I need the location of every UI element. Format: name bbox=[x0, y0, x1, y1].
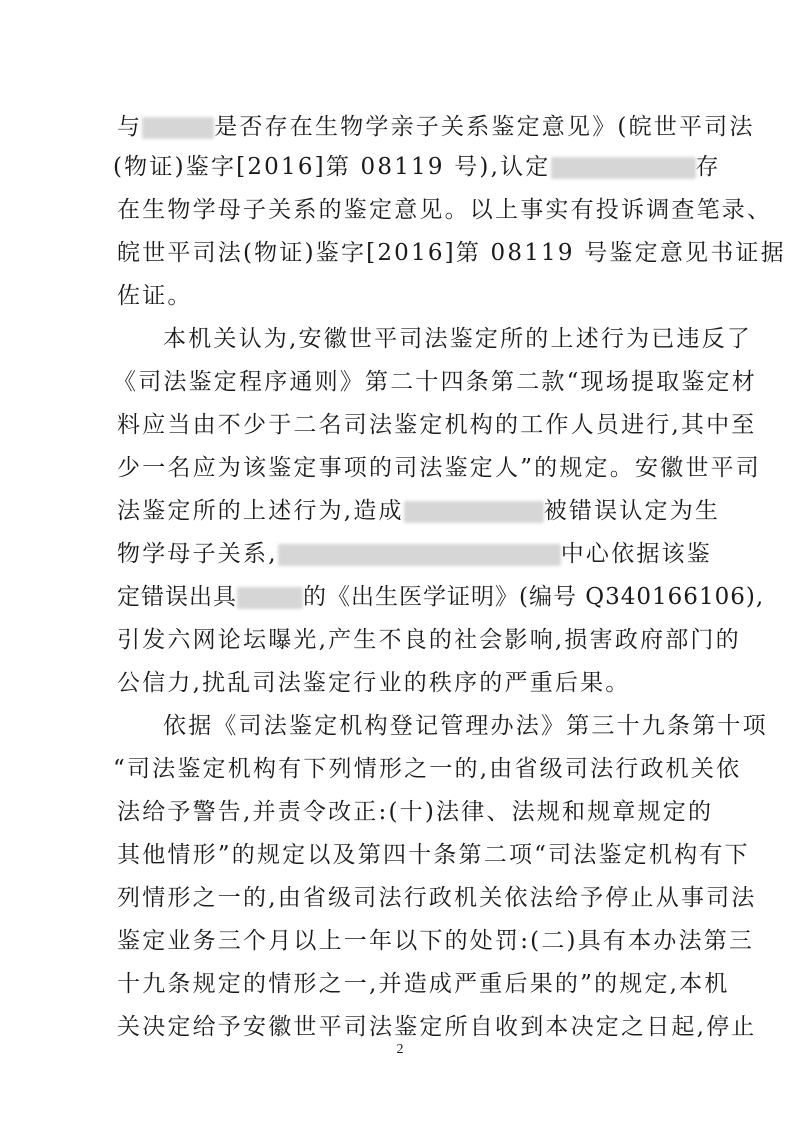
text-segment: 鉴定业务三个月以上一年以下的处罚:(二)具有本办法第三 bbox=[117, 928, 755, 954]
text-segment: 皖世平司法(物证)鉴字[2016]第 08119 号鉴定意见书证据 bbox=[117, 240, 786, 266]
text-line bbox=[117, 238, 786, 268]
text-segment: 是否存在生物学亲子关系鉴定意见》(皖世平司法 bbox=[214, 114, 755, 140]
text-segment: 其他情形”的规定以及第四十条第二项“司法鉴定机构有下 bbox=[117, 842, 750, 868]
text-segment: 《司法鉴定程序通则》第二十四条第二款“现场提取鉴定材 bbox=[113, 369, 757, 395]
text-segment: 本机关认为,安徽世平司法鉴定所的上述行为已违反了 bbox=[163, 326, 753, 352]
text-line bbox=[117, 969, 730, 999]
text-segment: 法给予警告,并责令改正:(十)法律、法规和规章规定的 bbox=[117, 799, 714, 825]
text-segment: 被错误认定为生 bbox=[543, 498, 721, 524]
text-line bbox=[117, 410, 757, 440]
text-segment: 与 bbox=[117, 114, 143, 140]
text-line bbox=[117, 496, 721, 526]
text-segment: 关决定给予安徽世平司法鉴定所自收到本决定之日起,停止 bbox=[117, 1014, 757, 1040]
text-segment: 在生物学母子关系的鉴定意见。以上事实有投诉调查笔录、 bbox=[117, 197, 773, 223]
text-line bbox=[117, 668, 677, 698]
redaction-block bbox=[404, 501, 544, 523]
text-segment: 依据《司法鉴定机构登记管理办法》第三十九条第十项 bbox=[163, 713, 768, 739]
text-segment: 的《出生医学证明》(编号 Q340166106), bbox=[303, 584, 765, 610]
text-segment: 少一名应为该鉴定事项的司法鉴定人”的规定。安徽世平司 bbox=[117, 455, 761, 481]
text-line bbox=[113, 367, 757, 397]
text-segment: 引发六网论坛曝光,产生不良的社会影响,损害政府部门的 bbox=[117, 627, 741, 653]
text-segment: 列情形之一的,由省级司法行政机关依法给予停止从事司法 bbox=[117, 885, 757, 911]
redaction-block bbox=[237, 587, 303, 609]
text-line bbox=[117, 797, 714, 827]
text-line bbox=[163, 711, 768, 741]
text-line bbox=[163, 324, 753, 354]
redaction-block bbox=[551, 157, 696, 179]
text-line bbox=[117, 1012, 757, 1042]
text-line bbox=[117, 281, 677, 311]
text-segment: 物学母子关系, bbox=[117, 541, 278, 567]
text-line bbox=[117, 883, 757, 913]
text-segment: 中心依据该鉴 bbox=[560, 541, 712, 567]
text-line bbox=[117, 453, 761, 483]
text-segment: 存 bbox=[695, 154, 721, 180]
text-line bbox=[117, 625, 741, 655]
text-segment: 料应当由不少于二名司法鉴定机构的工作人员进行,其中至 bbox=[117, 412, 757, 438]
redaction-block bbox=[142, 117, 214, 139]
text-line bbox=[117, 112, 755, 142]
text-segment: 法鉴定所的上述行为,造成 bbox=[117, 498, 404, 524]
text-segment: 佐证。 bbox=[117, 283, 193, 309]
text-line bbox=[117, 840, 750, 870]
text-segment: 十九条规定的情形之一,并造成严重后果的”的规定,本机 bbox=[117, 971, 730, 997]
text-line bbox=[117, 926, 755, 956]
text-line bbox=[117, 195, 773, 225]
text-line bbox=[117, 539, 712, 569]
text-line bbox=[113, 152, 721, 182]
text-segment: 公信力,扰乱司法鉴定行业的秩序的严重后果。 bbox=[117, 670, 631, 696]
text-segment: “司法鉴定机构有下列情形之一的,由省级司法行政机关依 bbox=[113, 756, 742, 782]
text-line bbox=[113, 754, 742, 784]
text-segment: (物证)鉴字[2016]第 08119 号),认定 bbox=[113, 154, 551, 180]
page-number: 2 bbox=[396, 1042, 404, 1057]
redaction-block bbox=[278, 544, 561, 566]
text-segment: 定错误出具 bbox=[117, 584, 237, 610]
text-line bbox=[117, 582, 765, 612]
